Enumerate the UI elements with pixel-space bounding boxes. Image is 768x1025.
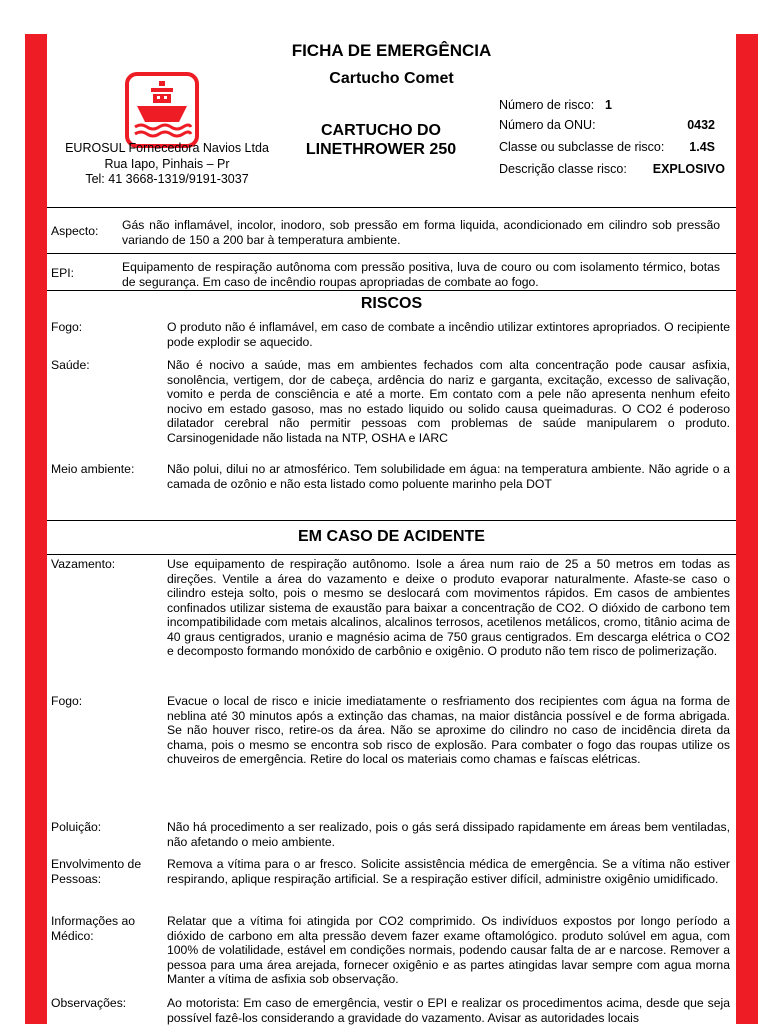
document-subtitle: Cartucho Comet bbox=[329, 70, 454, 87]
pollution-label: Poluição: bbox=[51, 820, 102, 834]
risk-number-row: Número de risco: 1 bbox=[499, 98, 612, 112]
people-label: Envolvimento de Pessoas: bbox=[51, 857, 142, 886]
risk-class: 1.4S bbox=[689, 140, 715, 154]
medical-label: Informações ao Médico: bbox=[51, 914, 136, 943]
company-address: Rua Iapo, Pinhais – Pr bbox=[104, 156, 230, 171]
medical-text: Relatar que a vítima foi atingida por CO2 comprimido. Os indivíduos expostos por longo período a dióxido de carbono em alta pressão devem fazer exame oftamológico. produto solúvel em agua, com 100% de volatilidade, estável em condições normais, podendo causar falta de ar e narcose. Remover a pessoa para uma área arejada, fornecer oxigênio e as partes atingidas lavar sempre com agua morna Manter a vítima de asfixia sob observação. bbox=[167, 914, 730, 986]
people-text: Remova a vítima para o ar fresco. Solicite assistência médica de emergência. Se a vítima não estiver respirando, aplique respiração artificial. Se a respiração estiver difícil, administre oxigênio umidificado. bbox=[167, 857, 730, 886]
risk-description-row: Descrição classe risco: EXPLOSIVO bbox=[499, 162, 725, 176]
aspect-text: Gás não inflamável, incolor, inodoro, sob pressão em forma liquida, acondicionado em cilindro sob pressão variando de 150 a 200 bar à temperatura ambiente. bbox=[122, 218, 720, 247]
accident-heading: EM CASO DE ACIDENTE bbox=[298, 528, 485, 545]
leak-text: Use equipamento de respiração autônomo. Isole a área num raio de 25 a 50 metros em todas as direções. Ventile a área do vazamento e deixe o produto evaporar naturalmente. Afaste-se caso o cilindro esteja solto, pois o mesmo se deslocará com movimentos rápidos. Em casos de ambientes confinados utilizar sistema de exaustão para baixar a concentração de CO2. O dióxido de carbono tem incompatibilidade com metais alcalinos, alcalinos terrosos, acetilenos metálicos, cromo, titânio acima de 40 graus centigrados, uranio e magnésio acima de 750 graus centigrados. Em descarga elétrica o CO2 e decomposto formando monóxido de carbônio e oxigênio. O produto não tem risco de polimerização. bbox=[167, 557, 730, 658]
epi-text: Equipamento de respiração autônoma com pressão positiva, luva de couro ou com isolamento térmico, botas de segurança. Em caso de incêndio roupas apropriadas de combate ao fogo. bbox=[122, 260, 720, 289]
onu-number-row: Número da ONU: 0432 bbox=[499, 118, 715, 132]
risk-fire-text: O produto não é inflamável, em caso de combate a incêndio utilizar extintores apropriados. O recipiente pode explodir se aquecido. bbox=[167, 320, 730, 349]
product-line: CARTUCHO DO bbox=[321, 122, 441, 139]
notes-label: Observações: bbox=[51, 996, 127, 1010]
risks-heading: RISCOS bbox=[360, 295, 423, 312]
fire-text: Evacue o local de risco e inicie imediatamente o resfriamento dos recipientes com água na forma de neblina até 30 minutos após a extinção das chamas, na maior distância possível e de forma abrigada. Se não houver risco, retire-os da área. Não se aproxime do cilindro no caso de incidência direta da chama, pois o mesmo se encontra sob risco de explosão. Para combater o fogo das roupas utilize os chuveiros de emergência. Retire do local os materiais como chamas e faíscas elétricas. bbox=[167, 694, 730, 766]
right-red-border bbox=[736, 34, 758, 1024]
product-line: LINETHROWER 250 bbox=[305, 141, 457, 158]
divider bbox=[47, 290, 736, 291]
onu-number: 0432 bbox=[687, 118, 715, 132]
risk-fire-label: Fogo: bbox=[51, 320, 83, 334]
emergency-sheet bbox=[47, 34, 736, 1024]
risk-class-row: Classe ou subclasse de risco: 1.4S bbox=[499, 140, 715, 154]
notes-text: Ao motorista: Em caso de emergência, vestir o EPI e realizar os procedimentos acima, desde que seja possível fazê-los considerando a gravidade do vazamento. Avisar as autoridades locais bbox=[167, 996, 730, 1025]
product-name bbox=[281, 121, 481, 159]
risk-description: EXPLOSIVO bbox=[652, 162, 725, 176]
company-info bbox=[47, 141, 287, 188]
risk-environment-text: Não polui, dilui no ar atmosférico. Tem solubilidade em água: na temperatura ambiente. Não agride o a camada de ozônio e não esta listado como poluente marinho pela DOT bbox=[167, 462, 730, 491]
aspect-label: Aspecto: bbox=[51, 224, 99, 238]
divider bbox=[47, 554, 736, 555]
divider bbox=[47, 253, 736, 254]
company-phone: Tel: 41 3668-1319/9191-3037 bbox=[85, 172, 249, 186]
fire-label: Fogo: bbox=[51, 694, 83, 708]
risk-health-label: Saúde: bbox=[51, 358, 90, 372]
document-title: FICHA DE EMERGÊNCIA bbox=[291, 41, 492, 60]
risk-environment-label: Meio ambiente: bbox=[51, 462, 135, 476]
divider bbox=[47, 207, 736, 208]
risk-number: 1 bbox=[605, 98, 612, 112]
ship-icon bbox=[125, 72, 199, 148]
left-red-border bbox=[25, 34, 47, 1024]
divider bbox=[47, 520, 736, 521]
risk-health-text: Não é nocivo a saúde, mas em ambientes fechados com alta concentração pode causar asfixia, sonolência, vertigem, dor de cabeça, ardência do nariz e garganta, excitação, excesso de salivação, vomito e perda de consciência e até a morte. Em contato com a pele não apresenta nenhum efeito nocivo em estado gasoso, mas no estado liquido ou solido causa queimaduras. O CO2 é poderoso dilatador cerebral não permitir pessoas com problemas de saúde manipularem o produto. Carsinogenidade não listada na NTP, OSHA e IARC bbox=[167, 358, 730, 445]
pollution-text: Não há procedimento a ser realizado, pois o gás será dissipado rapidamente em áreas bem ventiladas, não afetando o meio ambiente. bbox=[167, 820, 730, 849]
company-name: EUROSUL Fornecedora Navios Ltda bbox=[65, 141, 269, 155]
epi-label: EPI: bbox=[51, 266, 75, 280]
leak-label: Vazamento: bbox=[51, 557, 116, 571]
